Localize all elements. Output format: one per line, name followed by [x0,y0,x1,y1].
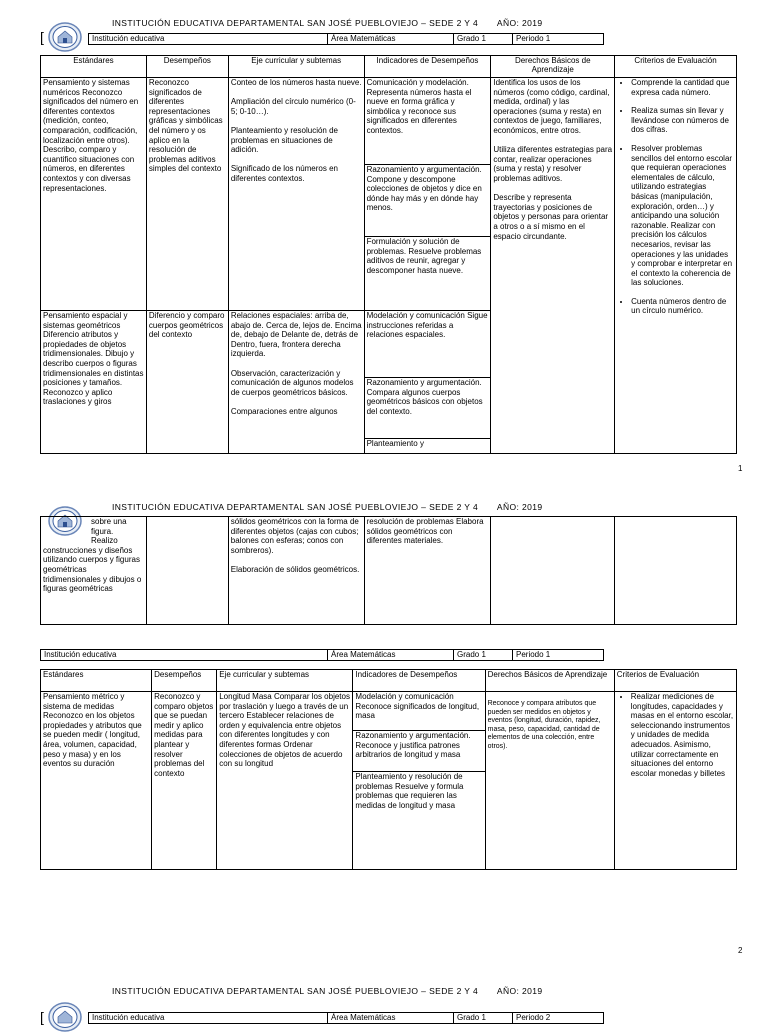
indicadores-metrico [353,692,485,870]
criterio-item: • Realiza sumas sin llevar y llevándose con números de dos cifras. [631,106,734,135]
indicador-item: Modelación y comunicación Sigue instrucciones referidas a relaciones espaciales. [366,311,488,340]
col-eje: Eje curricular y subtemas [217,670,353,692]
year-label: AÑO: 2019 [496,502,543,512]
school-header [112,18,543,28]
estandares-metrico: Pensamiento métrico y sistema de medidas Reconozco en los objetos propiedades y atributos que se pueden medir ( longitud, área, volumen, capacidad, peso y masa) y en los eventos su duración [41,692,152,870]
eje-item: Observación, caracterización y comunicación de algunos modelos de cuerpos geométricos básicos. [230,368,354,397]
info-table-1 [88,33,604,45]
info-table-3 [88,1012,604,1024]
estandares-continuacion [41,517,147,625]
indicador-item: Planteamiento y [365,438,491,449]
desempenos-espacial: Diferencio y comparo cuerpos geométricos del contexto [146,311,228,454]
empty-cell [491,517,615,625]
eje-item: Significado de los números en diferentes contextos. [230,164,338,183]
school-name: INSTITUCIÓN EDUCATIVA DEPARTAMENTAL SAN JOSÉ PUEBLOVIEJO – SEDE 2 Y 4 [112,986,479,996]
grade-cell: Grado 1 [454,650,513,661]
institution-cell: Institución educativa [89,34,328,45]
dba-metrico: Reconoce y compara atributos que pueden ser medidos en objetos y eventos (longitud, duración, rapidez, masa, peso, capacidad, cantidad de elementos de una colección, entre otros). [485,692,614,870]
school-name: INSTITUCIÓN EDUCATIVA DEPARTAMENTAL SAN JOSÉ PUEBLOVIEJO – SEDE 2 Y 4 [112,18,479,28]
eje-item: Comparaciones entre algunos [230,406,338,416]
criterio-item: • Comprende la cantidad que expresa cada número. [631,78,734,97]
col-estandares: Estándares [41,670,152,692]
col-criterios: Criterios de Evaluación [615,56,737,78]
institution-cell: Institución educativa [41,650,328,661]
estandares-espacial: Pensamiento espacial y sistemas geométricos Diferencio atributos y propiedades de objetos tridimensionales. Dibujo y describo cuerpos o figuras tridimensionales en distintas posiciones y tamaños. Reconozco y aplico traslaciones y giros [41,311,147,454]
eje-espacial [228,311,364,454]
col-dba: Derechos Básicos de Aprendizaje [485,670,614,692]
indicador-item: Planteamiento y resolución de problemas Resuelve y formula problemas que requieren las medidas de longitud y masa [353,771,484,810]
indicador-item: Modelación y comunicación Reconoce significados de longitud, masa [355,692,480,721]
school-header [112,986,543,996]
area-cell: Área Matemáticas [328,650,454,661]
institution-cell: Institución educativa [89,1013,328,1024]
eje-item: Elaboración de sólidos geométricos. [230,564,360,574]
eje-numerico [228,78,364,311]
indicador-item: Razonamiento y argumentación. Compone y descompone colecciones de objetos y dice en dónde hay más y en dónde hay menos. [365,164,491,236]
eje-item: sólidos geométricos con la forma de diferentes objetos (cajas con cubos; balones con esferas; conos con sombreros). [230,517,359,555]
col-estandares: Estándares [41,56,147,78]
eje-item: Conteo de los números hasta nueve. [230,78,362,87]
estandares-fragment: sobre una figura. [91,517,127,536]
indicador-item: Comunicación y modelación. Representa números hasta el nueve en forma gráfica y simbólica y reconoce sus significados en diferentes contextos. [366,78,472,135]
school-name: INSTITUCIÓN EDUCATIVA DEPARTAMENTAL SAN JOSÉ PUEBLOVIEJO – SEDE 2 Y 4 [112,502,479,512]
dba-item: Utiliza diferentes estrategias para contar, realizar operaciones (suma y resta) y resolver problemas aditivos. [493,145,613,183]
estandares-numerico: Pensamiento y sistemas numéricos Reconozco significados del número en diferentes contextos (medición, conteo, comparación, codificación, localización entre otros). Describo, comparo y cuantifico situaciones con números, en diferentes contextos y con diversas representaciones. [41,78,147,311]
indicador-item: Razonamiento y argumentación. Reconoce y justifica patrones arbitrarios de longitud y masa [353,730,484,771]
area-cell: Área Matemáticas [328,34,454,45]
criterio-item: • Cuenta números dentro de un círculo numérico. [631,297,734,316]
curriculum-table-1 [40,55,737,454]
col-eje: Eje curricular y subtemas [228,56,364,78]
col-desempenos: Desempeños [152,670,217,692]
page-number: 1 [738,464,743,473]
school-logo-icon [48,1002,82,1032]
area-cell: Área Matemáticas [328,1013,454,1024]
eje-continuacion [228,517,364,625]
eje-metrico: Longitud Masa Comparar los objetos por traslación y luego a través de un tercero Establecer relaciones de orden y equivalencia entre objetos con diferentes longitudes y con diferentes formas Ordenar colecciones de objetos de acuerdo con su longitud [217,692,353,870]
year-label: AÑO: 2019 [496,18,543,28]
bracket-mark: [ [40,29,44,45]
indicadores-numerico [364,78,491,311]
period-cell: Periodo 2 [513,1013,604,1024]
indicadores-espacial [364,311,491,454]
col-dba: Derechos Básicos de Aprendizaje [491,56,615,78]
dba-numerico [491,78,615,454]
curriculum-table-2 [40,516,737,625]
empty-cell [615,517,737,625]
dba-item: Identifica los usos de los números (como código, cardinal, medida, ordinal) y las operaciones (suma y resta) en contextos de juego, familiares, económicos, entre otros. [493,78,610,135]
col-indicadores: Indicadores de Desempeños [353,670,485,692]
col-indicadores: Indicadores de Desempeños [364,56,491,78]
page-number: 2 [738,946,743,955]
eje-item: Relaciones espaciales: arriba de, abajo de. Cerca de, lejos de. Encima de, debajo de Delante de, detrás de Dentro, fuera, frontera derecha izquierda. [230,311,362,359]
criterio-item: • Realizar mediciones de longitudes, capacidades y masas en el entorno escolar, seleccionando instrumentos y unidades de medida adecuados. Asimismo, utilizar correctamente en situaciones del entorno escolar monedas y billetes [631,692,734,778]
grade-cell: Grado 1 [454,34,513,45]
bracket-mark: [ [40,1009,44,1025]
empty-cell [146,517,228,625]
criterio-item: • Resolver problemas sencillos del entorno escolar que requieran operaciones elementales de cálculo, utilizando estrategias básicas (manipulación, exploración, orden…) y anticipando una solución razonable. Realizar con precisión los cálculos necesarios, revisar las operaciones y las unidades y comprobar e interpretar en el contexto la coherencia de las soluciones. [631,144,734,288]
indicador-item: Formulación y solución de problemas. Resuelve problemas aditivos de reunir, agregar y descomponer hasta nueve. [365,236,491,275]
col-desempenos: Desempeños [146,56,228,78]
col-criterios: Criterios de Evaluación [614,670,736,692]
dba-item: Describe y representa trayectorias y posiciones de objetos y personas para orientar a otros o a sí mismo en el espacio circundante. [493,193,609,241]
info-table-2 [40,649,604,661]
period-cell: Periodo 1 [513,650,604,661]
desempenos-metrico: Reconozco y comparo objetos que se puedan medir y aplico medidas para plantear y resolver problemas del contexto [152,692,217,870]
indicador-item: Razonamiento y argumentación. Compara algunos cuerpos geométricos básicos con objetos del contexto. [365,377,491,438]
year-label: AÑO: 2019 [496,986,543,996]
eje-item: Planteamiento y resolución de problemas en situaciones de adición. [230,125,338,155]
period-cell: Periodo 1 [513,34,604,45]
grade-cell: Grado 1 [454,1013,513,1024]
desempenos-numerico: Reconozco significados de diferentes representaciones gráficas y simbólicas del número y os aplico en la resolución de problemas aditivos simples del contexto [146,78,228,311]
school-logo-icon [48,22,82,52]
eje-item: Ampliación del círculo numérico (0-5; 0-10…). [230,97,356,116]
criterios-metrico [614,692,736,870]
curriculum-table-3 [40,669,737,870]
indicadores-continuacion: resolución de problemas Elabora sólidos geométricos con diferentes materiales. [364,517,491,625]
school-header [112,502,543,512]
estandares-fragment: Realizo construcciones y diseños utilizando cuerpos y figuras geométricas tridimensionales y dibujos o figuras geométricas [43,536,142,594]
criterios-numerico [615,78,737,454]
